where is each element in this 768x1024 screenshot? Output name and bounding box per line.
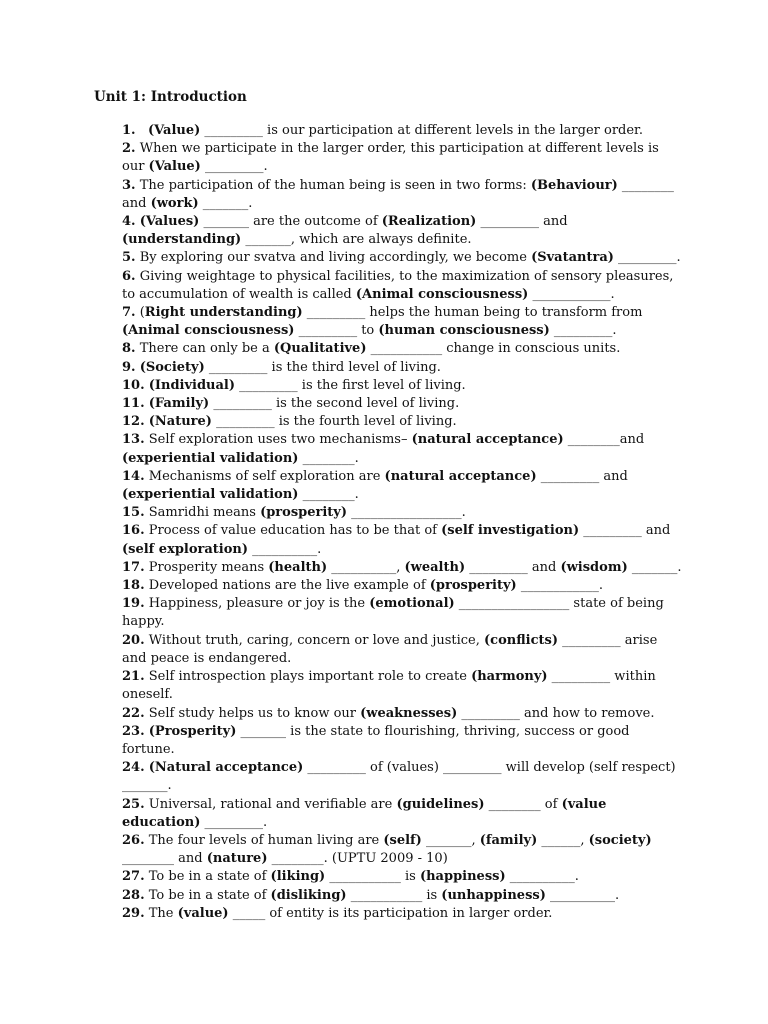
answer-text: (prosperity)	[429, 578, 517, 594]
question-number: 17.	[122, 559, 145, 575]
question-text: _________ is our participation at different levels in the larger order.	[200, 123, 643, 138]
question-text: ____________.	[528, 286, 615, 302]
question-item	[122, 177, 682, 213]
question-text: Self study helps us to know our	[148, 705, 361, 721]
answer-text: (Society)	[139, 359, 205, 375]
question-number: 9.	[122, 359, 136, 375]
answer-text: (natural acceptance)	[384, 468, 537, 484]
question-text: _________.	[613, 250, 681, 266]
question-list	[122, 122, 682, 923]
question-text: Universal, rational and verifiable are	[148, 796, 397, 812]
answer-text: (self exploration)	[122, 541, 249, 557]
answer-text: Right understanding)	[144, 305, 303, 321]
question-text: _________.	[200, 814, 268, 830]
question-text: Happiness, pleasure or joy is the	[148, 596, 370, 612]
answer-text: (Qualitative)	[273, 341, 367, 357]
question-text: _______, which are always definite.	[241, 232, 472, 248]
question-item	[122, 832, 682, 868]
question-text: _________ to	[294, 323, 379, 339]
question-text: The	[148, 905, 178, 921]
answer-text: (wisdom)	[560, 559, 628, 575]
question-number: 8.	[122, 341, 136, 357]
question-number: 21.	[122, 669, 145, 685]
question-item	[122, 359, 682, 377]
question-number: 25.	[122, 796, 145, 812]
question-text: Samridhi means	[148, 505, 261, 521]
question-item	[122, 595, 682, 631]
question-text: There can only be a	[139, 341, 274, 357]
question-item	[122, 522, 682, 558]
question-number: 27.	[122, 869, 145, 885]
answer-text: (Behaviour)	[530, 177, 618, 193]
question-number: 20.	[122, 632, 145, 648]
answer-text: (liking)	[270, 869, 326, 885]
question-text: Prosperity means	[148, 559, 269, 575]
answer-text: (Individual)	[148, 377, 236, 393]
answer-text: (work)	[150, 195, 199, 211]
page-title: Unit 1: Introduction	[94, 89, 247, 105]
answer-text: (value education)	[122, 796, 611, 830]
question-text: ________ of	[484, 796, 562, 812]
question-text: _________ of (values) _________ will develop (self respect) _______.	[122, 760, 680, 794]
question-text: _________ and	[579, 523, 675, 539]
answer-text: (Family)	[148, 396, 210, 412]
question-text: __________.	[248, 541, 322, 557]
question-text: _________ within oneself.	[122, 669, 660, 703]
answer-text: (emotional)	[369, 596, 455, 612]
question-item	[122, 468, 682, 504]
question-number: 15.	[122, 505, 145, 521]
question-number: 1.	[122, 123, 136, 138]
question-item	[122, 268, 682, 304]
question-number: 2.	[122, 141, 136, 157]
question-text: _________ and	[536, 468, 632, 484]
question-text: To be in a state of	[148, 869, 271, 885]
answer-text: (conflicts)	[484, 632, 559, 648]
question-number: 5.	[122, 250, 136, 266]
answer-text: (guidelines)	[396, 796, 485, 812]
question-text: _______.	[627, 559, 682, 575]
answer-text: (harmony)	[471, 669, 548, 685]
question-item	[122, 213, 682, 249]
question-text: __________,	[327, 559, 405, 575]
answer-text: (self)	[383, 832, 422, 848]
question-text: ___________ is	[346, 887, 442, 903]
answer-text: (experiential validation)	[122, 487, 299, 503]
question-text: The four levels of human living are	[148, 832, 384, 848]
answer-text: (Natural acceptance)	[148, 760, 304, 776]
answer-text: (Value)	[148, 159, 201, 175]
question-item	[122, 559, 682, 577]
answer-text: (human consciousness)	[378, 323, 550, 339]
question-text: ____________.	[516, 578, 603, 594]
answer-text: (Values)	[139, 214, 200, 230]
question-text: _________ is the second level of living.	[209, 396, 460, 412]
question-text: ______,	[537, 832, 589, 848]
question-text: _________ helps the human being to transform from	[302, 305, 647, 321]
question-text: Process of value education has to be that of	[148, 523, 442, 539]
answer-text: (family)	[479, 832, 538, 848]
answer-text: (society)	[588, 832, 652, 848]
question-item	[122, 395, 682, 413]
question-text: By exploring our svatva and living accordingly, we become	[139, 250, 532, 266]
question-text: _________ arise and peace is endangered.	[122, 632, 662, 666]
question-item	[122, 249, 682, 267]
answer-text: (Prosperity)	[148, 723, 237, 739]
answer-text: (understanding)	[122, 232, 242, 248]
question-text	[140, 123, 148, 138]
question-text: _________ is the third level of living.	[204, 359, 441, 375]
question-number: 11.	[122, 396, 145, 412]
question-number: 26.	[122, 832, 145, 848]
answer-text: (health)	[268, 559, 328, 575]
question-text: ________. (UPTU 2009 - 10)	[267, 851, 448, 867]
question-text: __________.	[505, 869, 579, 885]
question-item	[122, 759, 682, 795]
question-item	[122, 504, 682, 522]
question-item	[122, 413, 682, 431]
question-text: _______,	[421, 832, 480, 848]
question-text: ________and	[563, 432, 649, 448]
question-item	[122, 887, 682, 905]
answer-text: (wealth)	[404, 559, 466, 575]
question-text: When we participate in the larger order, this participation at different levels is our	[122, 141, 663, 175]
question-item	[122, 304, 682, 340]
question-item	[122, 668, 682, 704]
question-text: Giving weightage to physical facilities, to the maximization of sensory pleasures, to accumulation of wealth is called	[122, 268, 678, 302]
question-text: _______ is the state to flourishing, thriving, success or good fortune.	[122, 723, 634, 757]
question-item	[122, 140, 682, 176]
answer-text: (experiential validation)	[122, 450, 299, 466]
question-text: __________.	[545, 887, 620, 903]
answer-text: (prosperity)	[260, 505, 347, 521]
question-number: 29.	[122, 905, 145, 921]
answer-text: (Realization)	[381, 214, 477, 230]
question-item	[122, 122, 682, 140]
question-text: ________ and	[122, 177, 679, 211]
question-item	[122, 577, 682, 595]
question-text: _________ and	[465, 559, 561, 575]
question-number: 16.	[122, 523, 145, 539]
question-text: Self introspection plays important role to create	[148, 669, 472, 685]
question-text: _________ and how to remove.	[457, 705, 655, 721]
question-text: The participation of the human being is seen in two forms:	[139, 177, 531, 193]
answer-text: (happiness)	[419, 869, 506, 885]
question-text: _________ is the fourth level of living.	[211, 414, 457, 430]
question-number: 28.	[122, 887, 145, 903]
answer-text: (weaknesses)	[360, 705, 458, 721]
question-text: _________ and	[476, 214, 572, 230]
question-item	[122, 431, 682, 467]
question-text: _________________.	[347, 505, 466, 521]
question-number: 24.	[122, 760, 145, 776]
question-number: 14.	[122, 468, 145, 484]
question-item	[122, 705, 682, 723]
question-number: 7.	[122, 305, 136, 321]
answer-text: (nature)	[206, 851, 268, 867]
answer-text: (natural acceptance)	[411, 432, 564, 448]
answer-text: (Nature)	[148, 414, 212, 430]
question-number: 22.	[122, 705, 145, 721]
question-text: (	[139, 305, 145, 321]
question-number: 18.	[122, 578, 145, 594]
question-number: 3.	[122, 177, 136, 193]
question-text: ________ and	[122, 832, 656, 867]
question-text: _________.	[200, 159, 268, 175]
question-number: 10.	[122, 377, 145, 393]
question-text: Self exploration uses two mechanisms–	[148, 432, 412, 448]
question-text: ___________ change in conscious units.	[366, 341, 621, 357]
question-text: _______.	[198, 195, 253, 211]
question-text: ________.	[298, 487, 359, 503]
question-number: 6.	[122, 268, 136, 284]
question-text: ___________ is	[325, 869, 420, 885]
question-text: ________.	[298, 450, 359, 466]
question-text: Without truth, caring, concern or love and justice,	[148, 632, 485, 648]
answer-text: (self investigation)	[441, 523, 580, 539]
question-text: _____ of entity is its participation in larger order.	[228, 905, 553, 921]
question-text: _________ is the first level of living.	[235, 377, 466, 393]
question-text: _________________ state of being happy.	[122, 596, 668, 630]
question-text: _______ are the outcome of	[199, 214, 382, 230]
question-item	[122, 632, 682, 668]
question-text: Mechanisms of self exploration are	[148, 468, 385, 484]
question-text: Developed nations are the live example of	[148, 578, 430, 594]
answer-text: (disliking)	[270, 887, 347, 903]
question-number: 13.	[122, 432, 145, 448]
answer-text: (Animal consciousness)	[355, 286, 529, 302]
question-number: 12.	[122, 414, 145, 430]
question-number: 4.	[122, 214, 136, 230]
question-text: To be in a state of	[148, 887, 271, 903]
question-item	[122, 377, 682, 395]
answer-text: (Value)	[147, 123, 201, 138]
question-item	[122, 723, 682, 759]
answer-text: (value)	[177, 905, 229, 921]
answer-text: (Svatantra)	[531, 250, 614, 266]
question-item	[122, 796, 682, 832]
question-item	[122, 905, 682, 923]
question-item	[122, 868, 682, 886]
question-number: 23.	[122, 723, 145, 739]
answer-text: (Animal consciousness)	[122, 323, 295, 339]
question-number: 19.	[122, 596, 145, 612]
answer-text: (unhappiness)	[441, 887, 546, 903]
question-text: _________.	[549, 323, 617, 339]
question-item	[122, 340, 682, 358]
